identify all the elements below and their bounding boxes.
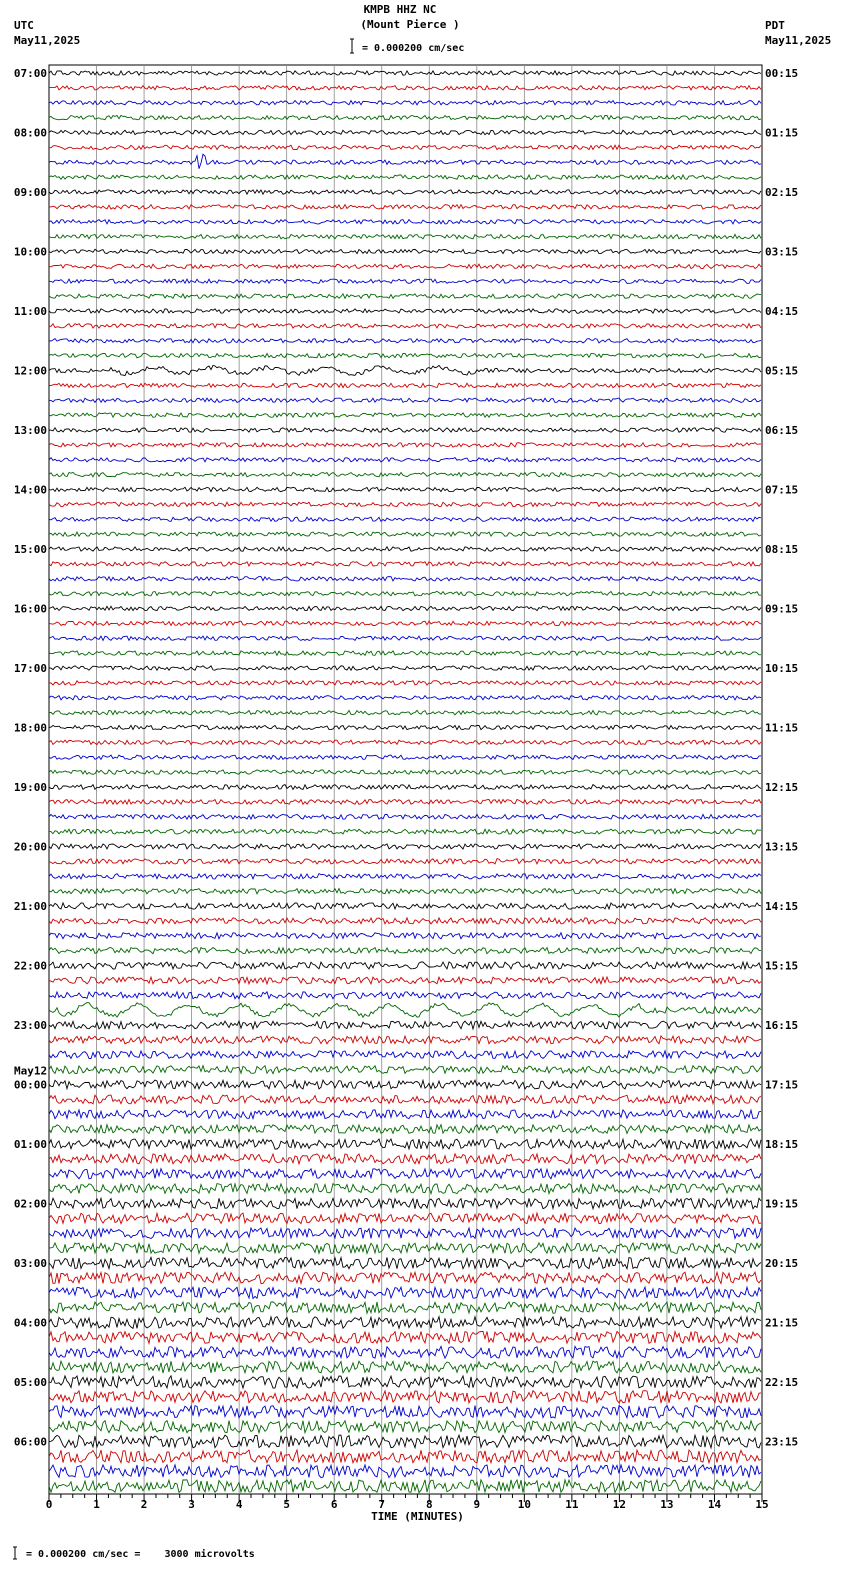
seismic-trace	[49, 606, 761, 610]
pdt-hour-label: 11:15	[765, 721, 799, 735]
seismic-trace	[49, 1021, 761, 1029]
station-title: KMPB HHZ NC	[363, 3, 437, 16]
seismic-trace	[49, 1051, 761, 1059]
seismic-trace	[49, 458, 761, 462]
seismic-trace	[49, 918, 761, 924]
pdt-hour-label: 21:15	[765, 1316, 799, 1330]
seismic-trace	[49, 962, 761, 969]
utc-hour-label: 13:00	[13, 424, 47, 437]
seismic-trace	[49, 205, 761, 209]
x-tick-label: 13	[660, 1498, 674, 1511]
x-tick-label: 11	[565, 1498, 579, 1511]
seismic-trace	[49, 1154, 761, 1164]
pdt-hour-label: 15:15	[765, 959, 799, 973]
seismic-trace	[49, 383, 761, 387]
seismic-trace	[49, 844, 761, 849]
seismic-trace	[49, 220, 761, 224]
seismic-trace	[49, 1110, 761, 1119]
seismic-trace	[49, 398, 761, 402]
seismic-trace	[49, 324, 761, 328]
seismic-trace	[49, 1450, 761, 1463]
seismic-trace	[49, 1332, 761, 1344]
seismic-trace	[49, 309, 761, 313]
utc-hour-label: 08:00	[13, 126, 47, 140]
utc-hour-label: 15:00	[13, 543, 47, 556]
x-tick-label: 7	[378, 1498, 386, 1511]
seismic-trace	[49, 190, 761, 194]
pdt-hour-label: 14:15	[765, 900, 799, 913]
pdt-hour-label: 17:15	[765, 1078, 799, 1092]
utc-hour-label: 14:00	[13, 483, 47, 497]
seismic-trace	[49, 992, 761, 999]
seismic-trace	[49, 1125, 761, 1134]
x-tick-label: 3	[188, 1498, 195, 1511]
x-tick-label: 0	[45, 1498, 53, 1511]
x-tick-label: 9	[473, 1498, 481, 1511]
utc-hour-label: 19:00	[13, 781, 47, 794]
seismic-trace	[49, 696, 761, 700]
seismic-trace	[49, 829, 761, 834]
seismic-trace	[49, 71, 761, 75]
seismic-trace	[49, 502, 761, 506]
seismic-trace	[49, 1198, 761, 1208]
x-tick-label: 1	[93, 1498, 100, 1511]
seismic-trace	[49, 294, 761, 298]
seismic-trace	[49, 175, 761, 179]
seismic-trace	[49, 785, 761, 790]
utc-hour-label: 02:00	[13, 1197, 47, 1211]
utc-hour-label: 00:00	[13, 1078, 47, 1092]
seismic-trace	[49, 279, 761, 283]
seismic-trace	[49, 1406, 761, 1418]
seismic-trace	[49, 1228, 761, 1239]
seismic-trace	[49, 1184, 761, 1194]
seismic-trace	[49, 115, 761, 119]
pdt-hour-label: 07:15	[765, 483, 799, 497]
utc-hour-label: 18:00	[13, 721, 47, 735]
seismic-trace	[49, 562, 761, 566]
pdt-hour-label: 03:15	[765, 245, 799, 259]
seismic-trace	[49, 710, 761, 714]
seismic-trace	[49, 859, 761, 864]
seismic-trace	[49, 547, 761, 551]
seismic-trace	[49, 1169, 761, 1179]
utc-hour-label: 03:00	[13, 1257, 47, 1270]
seismic-trace	[49, 1080, 761, 1089]
utc-hour-label: 22:00	[13, 959, 47, 973]
utc-hour-label: 10:00	[13, 245, 47, 259]
utc-hour-label: 05:00	[13, 1376, 47, 1389]
pdt-hour-label: 04:15	[765, 305, 799, 318]
seismic-trace	[49, 1272, 761, 1283]
seismic-trace	[49, 874, 761, 879]
seismic-trace	[49, 1066, 761, 1074]
pdt-hour-label: 23:15	[765, 1435, 799, 1449]
x-tick-label: 8	[425, 1498, 433, 1511]
pdt-hour-label: 06:15	[765, 424, 799, 437]
seismic-trace	[49, 740, 761, 744]
seismic-trace	[49, 428, 761, 432]
seismic-trace	[49, 903, 761, 909]
x-tick-label: 14	[707, 1498, 722, 1511]
pdt-hour-label: 20:15	[765, 1257, 799, 1270]
seismic-trace	[49, 1465, 761, 1478]
left-date: May11,2025	[14, 34, 81, 47]
seismic-trace	[49, 1376, 761, 1388]
pdt-hour-label: 19:15	[765, 1197, 799, 1211]
utc-hour-label: 23:00	[13, 1019, 47, 1032]
seismic-trace	[49, 1480, 761, 1493]
seismic-trace	[49, 130, 761, 134]
seismic-trace	[49, 948, 761, 954]
utc-hour-label: 21:00	[13, 900, 47, 913]
seismic-trace	[49, 145, 761, 149]
seismic-trace	[49, 1361, 761, 1373]
seismic-trace	[49, 1257, 761, 1268]
seismic-trace	[49, 472, 761, 476]
seismic-trace	[49, 1243, 761, 1254]
utc-hour-label: 07:00	[13, 67, 47, 80]
seismic-trace	[49, 1302, 761, 1313]
seismic-trace	[49, 933, 761, 939]
seismic-trace	[49, 1095, 761, 1104]
utc-hour-label: 09:00	[13, 186, 47, 199]
right-timezone: PDT	[765, 19, 785, 32]
pdt-hour-label: 18:15	[765, 1138, 799, 1151]
utc-hour-label: 16:00	[13, 602, 47, 616]
seismic-trace	[49, 577, 761, 581]
x-tick-label: 5	[283, 1498, 290, 1511]
seismic-trace	[49, 532, 761, 536]
seismic-trace	[49, 1435, 761, 1448]
seismic-trace	[49, 353, 761, 357]
seismic-trace	[49, 1317, 761, 1329]
seismic-trace	[49, 234, 761, 238]
seismic-trace	[49, 636, 761, 640]
x-tick-label: 4	[235, 1498, 243, 1511]
x-tick-label: 10	[517, 1498, 531, 1511]
left-timezone: UTC	[14, 19, 34, 32]
pdt-hour-label: 08:15	[765, 543, 799, 556]
seismic-trace	[49, 889, 761, 894]
x-tick-label: 12	[612, 1498, 627, 1511]
pdt-hour-label: 02:15	[765, 186, 799, 199]
seismic-trace	[49, 755, 761, 759]
seismic-trace	[49, 1213, 761, 1224]
utc-hour-label: 20:00	[13, 840, 47, 854]
seismic-trace	[49, 1003, 761, 1018]
footer-scale: = 0.000200 cm/sec = 3000 microvolts	[26, 1549, 255, 1560]
seismic-trace	[49, 1036, 761, 1044]
utc-hour-label: 06:00	[13, 1435, 47, 1449]
x-axis-label: TIME (MINUTES)	[371, 1510, 464, 1523]
seismic-trace	[49, 1391, 761, 1403]
seismic-trace	[49, 365, 761, 375]
utc-hour-label: 01:00	[13, 1138, 47, 1151]
seismic-trace	[49, 725, 761, 729]
seismic-trace	[49, 413, 761, 417]
seismic-trace	[49, 1287, 761, 1298]
seismic-trace	[49, 770, 761, 774]
seismic-trace	[49, 487, 761, 491]
right-date: May11,2025	[765, 34, 832, 47]
seismic-trace	[49, 154, 761, 169]
x-tick-label: 6	[330, 1498, 338, 1511]
seismic-trace	[49, 101, 761, 105]
date-change-label: May12	[14, 1064, 48, 1078]
seismic-trace	[49, 443, 761, 447]
seismic-trace	[49, 1139, 761, 1149]
seismic-trace	[49, 651, 761, 655]
pdt-hour-label: 10:15	[765, 662, 799, 675]
pdt-hour-label: 05:15	[765, 364, 799, 378]
seismic-trace	[49, 621, 761, 625]
seismic-trace	[49, 591, 761, 595]
pdt-hour-label: 00:15	[765, 67, 799, 80]
seismic-trace	[49, 814, 761, 819]
seismic-trace	[49, 681, 761, 685]
seismic-trace	[49, 339, 761, 343]
seismic-trace	[49, 517, 761, 521]
seismic-trace	[49, 977, 761, 984]
utc-hour-label: 11:00	[13, 305, 47, 318]
plot-frame	[49, 65, 762, 1494]
seismic-trace	[49, 800, 761, 805]
seismic-trace	[49, 86, 761, 90]
seismic-trace	[49, 1346, 761, 1358]
utc-hour-label: 04:00	[13, 1316, 47, 1330]
scale-label: = 0.000200 cm/sec	[362, 43, 465, 54]
pdt-hour-label: 13:15	[765, 840, 799, 854]
pdt-hour-label: 22:15	[765, 1376, 799, 1389]
seismic-trace	[49, 666, 761, 670]
seismic-trace	[49, 249, 761, 253]
utc-hour-label: 12:00	[13, 364, 47, 378]
x-tick-label: 2	[140, 1498, 148, 1511]
seismic-trace	[49, 264, 761, 268]
x-tick-label: 15	[755, 1498, 769, 1511]
seismic-trace	[49, 1421, 761, 1433]
utc-hour-label: 17:00	[13, 662, 47, 675]
pdt-hour-label: 09:15	[765, 602, 799, 616]
pdt-hour-label: 01:15	[765, 126, 799, 140]
pdt-hour-label: 12:15	[765, 781, 799, 794]
pdt-hour-label: 16:15	[765, 1019, 799, 1032]
location-title: (Mount Pierce )	[360, 18, 460, 31]
